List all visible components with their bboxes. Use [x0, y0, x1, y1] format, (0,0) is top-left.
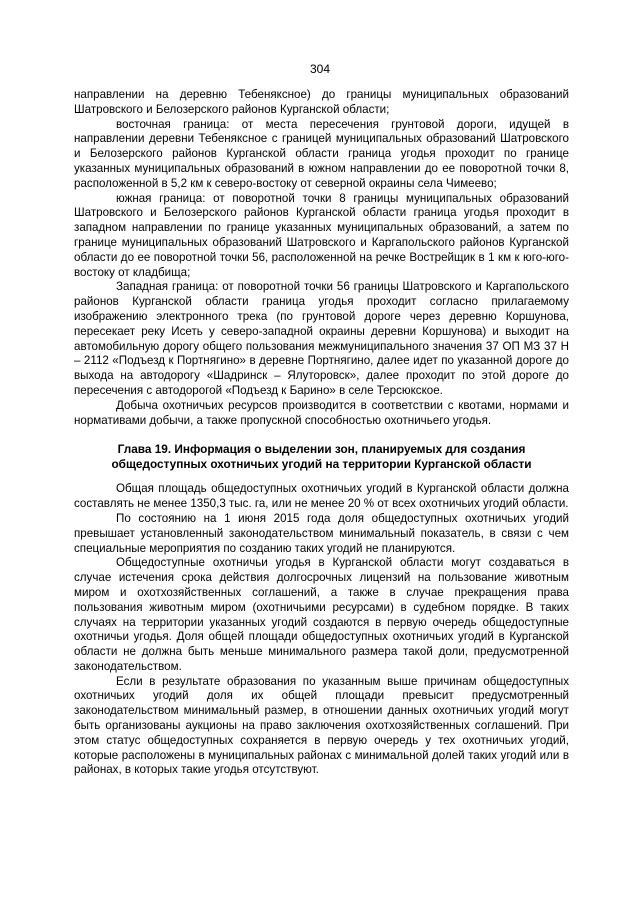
- paragraph-south-boundary: южная граница: от поворотной точки 8 границы муниципальных образований Шатровского и Белозерского районов Курганской области граница угодья проходит в западном направлении по границе указанных муниципальных образований, а затем по границе муниципальных образований Шатровского и Каргапольского районов Курганской области до ее поворотной точки 56, расположенной на речке Вострейщик в 1 км к юго-юго-востоку от кладбища;: [74, 191, 569, 279]
- paragraph: По состоянию на 1 июня 2015 года доля общедоступных охотничьих угодий превышает установленный законодательством минимальный показатель, в связи с чем специальные мероприятия по созданию таких угодий не планируются.: [74, 511, 569, 555]
- document-body: [74, 88, 569, 778]
- paragraph-east-boundary: восточная граница: от места пересечения грунтовой дороги, идущей в направлении деревни Тебеняксное с границей муниципальных образований Шатровского и Белозерского районов Курганской области граница угодья проходит по границе указанных муниципальных образований в южном направлении до ее поворотной точки 8, расположенной в 5,2 км к северо-востоку от северной окраины села Чимеево;: [74, 117, 569, 190]
- chapter-body-section: [74, 482, 569, 778]
- chapter-heading: Глава 19. Информация о выделении зон, планируемых для создания общедоступных охотничьих угодий на территории Курганской области: [111, 442, 532, 472]
- paragraph-west-boundary: Западная граница: от поворотной точки 56 границы Шатровского и Каргапольского районов Курганской области граница угодья проходит согласно прилагаемому изображению электронного трека (по грунтовой дороге через деревню Коршунова, пересекает реку Исеть у северо-западной окраины деревни Коршунова) и выходит на автомобильную дорогу общего пользования межмуниципального значения 37 ОП МЗ 37 Н – 2112 «Подъезд к Портнягино» в деревне Портнягино, далее идет по указанной дороге до выхода на автодорогу «Шадринск – Ялуторовск», далее проходит по этой дороге до пересечения с автодорогой «Подъезд к Барино» в селе Терсюкское.: [74, 280, 569, 397]
- paragraph: Общая площадь общедоступных охотничьих угодий в Курганской области должна составлять не менее 1350,3 тыс. га, или не менее 20 % от всех охотничьих угодий области.: [74, 482, 569, 511]
- paragraph: Если в результате образования по указанным выше причинам общедоступных охотничьих угодий доля их общей площади превысит предусмотренный законодательством минимальный размер, в отношении данных охотничьих угодий могут быть организованы аукционы на право заключения охотхозяйственных соглашений. При этом статус общедоступных сохраняется в первую очередь у тех охотничьих угодий, которые расположены в муниципальных районах с минимальной долей таких угодий или в районах, в которых такие угодья отсутствуют.: [74, 674, 569, 777]
- boundary-description-section: [74, 88, 569, 428]
- paragraph: Общедоступные охотничьи угодья в Курганской области могут создаваться в случае истечения срока действия долгосрочных лицензий на пользование животным миром и охотхозяйственных соглашений, а также в случае прекращения права пользования животным миром (охотничьими ресурсами) в судебном порядке. В таких случаях на территории указанных угодий создаются в первую очередь общедоступные охотничьи угодья. Доля общей площади общедоступных охотничьих угодий в Курганской области не должна быть меньше минимального размера такой доли, предусмотренной законодательством.: [74, 556, 569, 673]
- page-number: 304: [309, 62, 331, 76]
- paragraph-hunting-quotas: Добыча охотничьих ресурсов производится в соответствии с квотами, нормами и нормативами добычи, а также пропускной способностью охотничьего угодья.: [74, 398, 569, 427]
- paragraph: направлении на деревню Тебеняксное) до границы муниципальных образований Шатровского и Белозерского районов Курганской области;: [74, 88, 569, 116]
